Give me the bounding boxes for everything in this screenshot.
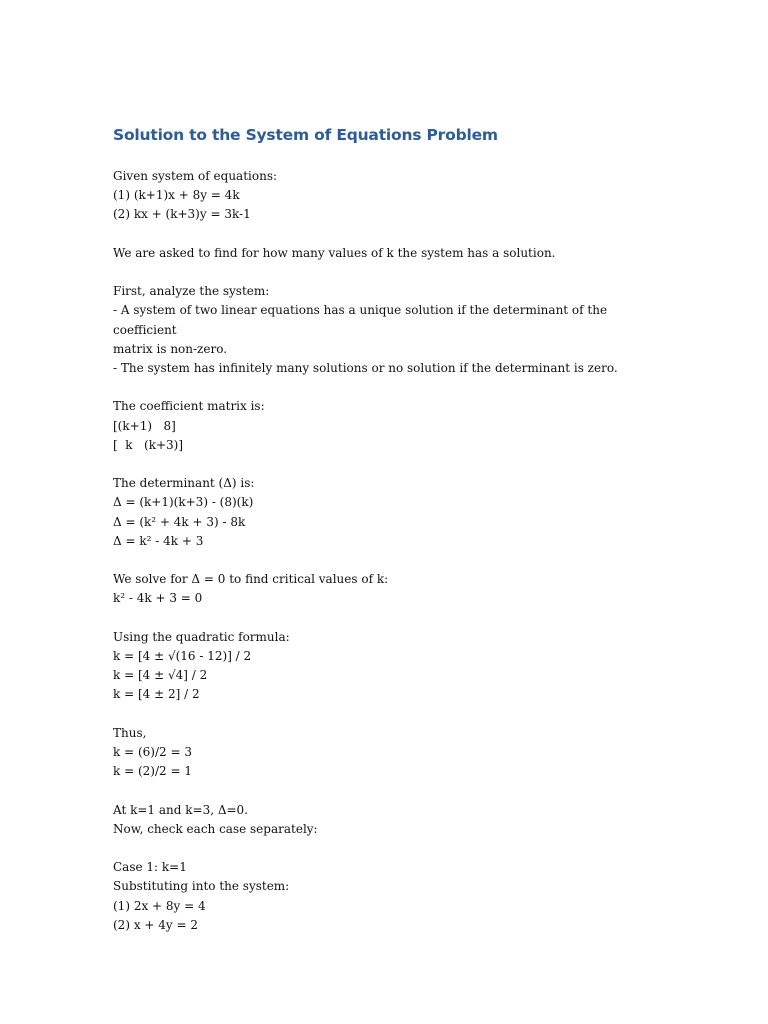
text-line: [(k+1) 8]: [113, 418, 176, 433]
text-line: The coefficient matrix is:: [113, 399, 265, 414]
text-line: (2) x + 4y = 2: [113, 917, 198, 932]
text-line: We are asked to find for how many values of k the system has a solution.: [113, 245, 556, 260]
text-line: Δ = (k+1)(k+3) - (8)(k): [113, 495, 254, 510]
document-page: [113, 124, 673, 954]
paragraph: [113, 628, 673, 705]
paragraph: [113, 282, 673, 378]
text-line: (1) (k+1)x + 8y = 4k: [113, 188, 240, 203]
text-line: Now, check each case separately:: [113, 821, 318, 836]
paragraph: [113, 397, 673, 455]
text-line: The determinant (Δ) is:: [113, 476, 255, 491]
paragraph: [113, 724, 673, 782]
text-line: [ k (k+3)]: [113, 437, 184, 452]
text-line: k = [4 ± √(16 - 12)] / 2: [113, 648, 252, 663]
text-line: k = (2)/2 = 1: [113, 764, 192, 779]
paragraph: [113, 801, 673, 839]
text-line: - A system of two linear equations has a unique solution if the determinant of the coefficient: [113, 303, 611, 337]
text-line: Substituting into the system:: [113, 879, 290, 894]
text-line: Δ = (k² + 4k + 3) - 8k: [113, 514, 246, 529]
document-body: [113, 167, 673, 935]
paragraph: [113, 570, 673, 608]
text-line: k² - 4k + 3 = 0: [113, 591, 203, 606]
text-line: k = [4 ± √4] / 2: [113, 668, 208, 683]
paragraph: [113, 474, 673, 551]
text-line: - The system has infinitely many solutions or no solution if the determinant is zero.: [113, 361, 618, 375]
paragraph: [113, 244, 673, 263]
text-line: matrix is non-zero.: [113, 341, 228, 356]
text-line: First, analyze the system:: [113, 284, 270, 299]
text-line: k = [4 ± 2] / 2: [113, 687, 200, 702]
text-line: (1) 2x + 8y = 4: [113, 898, 206, 913]
paragraph: [113, 858, 673, 935]
text-line: (2) kx + (k+3)y = 3k-1: [113, 207, 251, 222]
text-line: Given system of equations:: [113, 169, 278, 183]
paragraph: [113, 167, 673, 225]
text-line: Thus,: [113, 725, 147, 740]
text-line: We solve for Δ = 0 to find critical values of k:: [113, 572, 389, 587]
text-line: Case 1: k=1: [113, 860, 187, 875]
text-line: Using the quadratic formula:: [113, 629, 290, 644]
text-line: At k=1 and k=3, Δ=0.: [113, 802, 249, 817]
document-title: Solution to the System of Equations Problem: [113, 126, 498, 144]
text-line: k = (6)/2 = 3: [113, 744, 192, 759]
text-line: Δ = k² - 4k + 3: [113, 533, 204, 548]
